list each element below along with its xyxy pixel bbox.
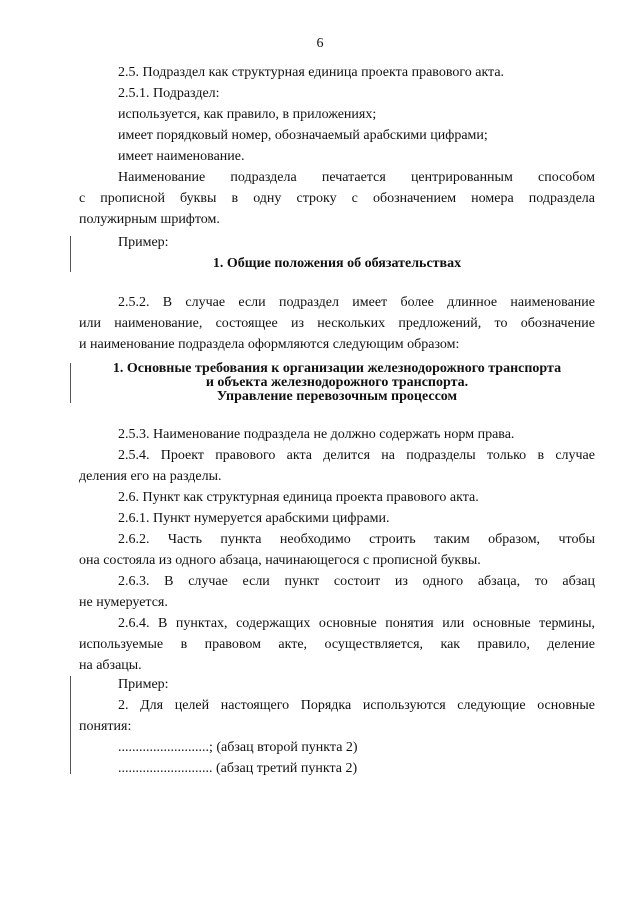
example-heading: 1. Общие положения об обязательствах <box>212 256 462 271</box>
paragraph-line: 2.6.2. Часть пункта необходимо строить таким образом, чтобы <box>118 532 595 547</box>
paragraph-2-5-3: 2.5.3. Наименование подраздела не должно содержать норм права. <box>118 427 515 442</box>
paragraph-line: ........................... (абзац третий пункта 2) <box>118 761 358 776</box>
margin-bar <box>70 363 71 403</box>
paragraph-line: 2. Для целей настоящего Порядка используются следующие основные <box>118 698 595 713</box>
paragraph-line: и наименование подраздела оформляются следующим образом: <box>79 337 460 352</box>
paragraph-line: она состояла из одного абзаца, начинающегося с прописной буквы. <box>79 553 481 568</box>
paragraph-line: на абзацы. <box>79 658 142 673</box>
paragraph-line: 2.6.3. В случае если пункт состоит из одного абзаца, то абзац <box>118 574 595 589</box>
example-heading-line: 1. Основные требования к организации железнодорожного транспорта <box>112 361 562 376</box>
list-item: используется, как правило, в приложениях; <box>118 107 377 122</box>
example-heading-line: Управление перевозочным процессом <box>216 389 458 404</box>
example-heading-line: и объекта железнодорожного транспорта. <box>205 375 469 390</box>
paragraph-line: или наименование, состоящее из нескольких предложений, то обозначение <box>79 316 595 331</box>
paragraph-2-5: 2.5. Подраздел как структурная единица проекта правового акта. <box>118 65 505 80</box>
example-label: Пример: <box>118 235 169 250</box>
example-label: Пример: <box>118 677 169 692</box>
page-number: 6 <box>316 36 324 51</box>
paragraph-line: понятия: <box>79 719 132 734</box>
paragraph-line: Наименование подраздела печатается центрированным способом <box>118 170 595 185</box>
paragraph-line: 2.5.4. Проект правового акта делится на подразделы только в случае <box>118 448 595 463</box>
margin-bar <box>70 236 71 272</box>
paragraph-line: используемые в правовом акте, осуществляется, как правило, деление <box>79 637 595 652</box>
paragraph-line: 2.6.4. В пунктах, содержащих основные понятия или основные термины, <box>118 616 595 631</box>
paragraph-2-6: 2.6. Пункт как структурная единица проекта правового акта. <box>118 490 479 505</box>
paragraph-line: полужирным шрифтом. <box>79 212 220 227</box>
list-item: имеет порядковый номер, обозначаемый арабскими цифрами; <box>118 128 488 143</box>
margin-bar <box>70 676 71 774</box>
paragraph-line: деления его на разделы. <box>79 469 222 484</box>
list-item: имеет наименование. <box>118 149 245 164</box>
paragraph-line: не нумеруется. <box>79 595 168 610</box>
paragraph-line: 2.5.2. В случае если подраздел имеет более длинное наименование <box>118 295 595 310</box>
paragraph-2-6-1: 2.6.1. Пункт нумеруется арабскими цифрами. <box>118 511 390 526</box>
paragraph-line: с прописной буквы в одну строку с обозначением номера подраздела <box>79 191 595 206</box>
paragraph-line: ..........................; (абзац второй пункта 2) <box>118 740 358 755</box>
paragraph-2-5-1: 2.5.1. Подраздел: <box>118 86 220 101</box>
